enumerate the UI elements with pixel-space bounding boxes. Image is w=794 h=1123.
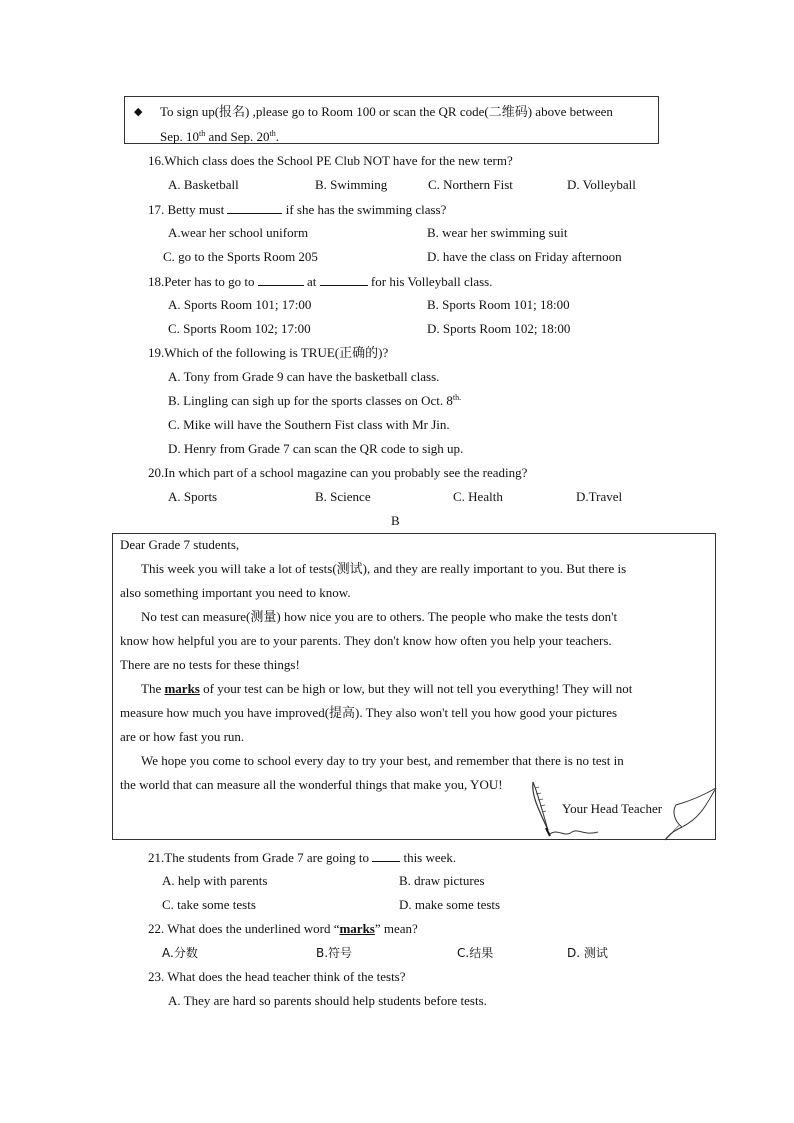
- letter-line: the world that can measure all the wonderful things that make you, YOU!: [120, 777, 503, 792]
- question-20-option-d: D.Travel: [576, 489, 623, 504]
- question-20-stem: 20.In which part of a school magazine can you probably see the reading?: [148, 465, 528, 480]
- answer-blank: [372, 849, 400, 862]
- question-22-option-d: D. 测试: [567, 946, 608, 960]
- diamond-bullet-icon: ◆: [134, 106, 143, 118]
- letter-line: There are no tests for these things!: [120, 657, 300, 672]
- question-18-stem: 18.Peter has to go to at for his Volleyball class.: [148, 274, 493, 289]
- question-19-option-a: A. Tony from Grade 9 can have the basketball class.: [168, 369, 440, 384]
- question-19-option-c: C. Mike will have the Southern Fist class with Mr Jin.: [168, 417, 450, 432]
- question-17-option-c: C. go to the Sports Room 205: [163, 249, 318, 264]
- answer-blank: [320, 273, 368, 286]
- page-curl-corner-icon: [662, 787, 718, 843]
- question-21-option-d: D. make some tests: [399, 897, 501, 912]
- notice-line-2: Sep. 10th and Sep. 20th.: [160, 129, 279, 144]
- letter-greeting: Dear Grade 7 students,: [120, 537, 240, 552]
- underlined-word-marks: marks: [164, 681, 200, 696]
- letter-line: No test can measure(测量) how nice you are to others. The people who make the tests don't: [141, 609, 618, 624]
- question-21-option-b: B. draw pictures: [399, 873, 485, 888]
- question-20-option-a: A. Sports: [168, 489, 218, 504]
- question-20-option-c: C. Health: [453, 489, 503, 504]
- question-22-stem: 22. What does the underlined word “marks” mean?: [148, 921, 418, 936]
- question-17-option-b: B. wear her swimming suit: [427, 225, 568, 240]
- question-19-option-b: B. Lingling can sigh up for the sports classes on Oct. $8^{th.}$: [168, 393, 462, 408]
- question-19-option-d: D. Henry from Grade 7 can scan the QR code to sigh up.: [168, 441, 464, 456]
- quill-pen-icon: [528, 778, 608, 840]
- underlined-word-marks: marks: [339, 921, 375, 936]
- letter-signature: Your Head Teacher: [562, 801, 663, 816]
- question-16-option-d: D. Volleyball: [567, 177, 636, 192]
- section-b-heading: B: [391, 513, 400, 528]
- question-16-option-a: A. Basketball: [168, 177, 239, 192]
- answer-blank: [258, 273, 304, 286]
- letter-line: This week you will take a lot of tests(测试), and they are really important to you. But there is: [141, 561, 627, 576]
- letter-line: know how helpful you are to your parents. They don't know how often you help your teachers.: [120, 633, 612, 648]
- question-23-option-a: A. They are hard so parents should help students before tests.: [168, 993, 487, 1008]
- question-19-stem: 19.Which of the following is TRUE(正确的)?: [148, 345, 389, 360]
- question-16-option-b: B. Swimming: [315, 177, 388, 192]
- question-17-option-d: D. have the class on Friday afternoon: [427, 249, 622, 264]
- question-18-option-b: B. Sports Room 101; 18:00: [427, 297, 570, 312]
- letter-line: measure how much you have improved(提高). They also won't tell you how good your pictures: [120, 705, 618, 720]
- notice-line-1: To sign up(报名) ,please go to Room 100 or scan the QR code(二维码) above between: [160, 104, 613, 119]
- question-18-option-d: D. Sports Room 102; 18:00: [427, 321, 571, 336]
- answer-blank: [227, 201, 282, 214]
- question-16-stem: 16.Which class does the School PE Club NOT have for the new term?: [148, 153, 513, 168]
- question-17-stem: 17. Betty must if she has the swimming class?: [148, 202, 447, 217]
- question-21-stem: 21.The students from Grade 7 are going to this week.: [148, 850, 457, 865]
- question-23-stem: 23. What does the head teacher think of the tests?: [148, 969, 406, 984]
- question-16-option-c: C. Northern Fist: [428, 177, 513, 192]
- question-18-option-c: C. Sports Room 102; 17:00: [168, 321, 311, 336]
- letter-line: are or how fast you run.: [120, 729, 245, 744]
- question-17-option-a: A.wear her school uniform: [168, 225, 309, 240]
- question-22-option-a: A.分数: [162, 946, 198, 960]
- letter-line: We hope you come to school every day to try your best, and remember that there is no test in: [141, 753, 624, 768]
- question-20-option-b: B. Science: [315, 489, 371, 504]
- question-18-option-a: A. Sports Room 101; 17:00: [168, 297, 312, 312]
- question-22-option-c: C.结果: [457, 946, 494, 960]
- question-22-option-b: B.符号: [316, 946, 353, 960]
- question-21-option-a: A. help with parents: [162, 873, 268, 888]
- question-21-option-c: C. take some tests: [162, 897, 256, 912]
- letter-line: The marks of your test can be high or low, but they will not tell you everything! They will not: [141, 681, 633, 696]
- letter-line: also something important you need to know.: [120, 585, 351, 600]
